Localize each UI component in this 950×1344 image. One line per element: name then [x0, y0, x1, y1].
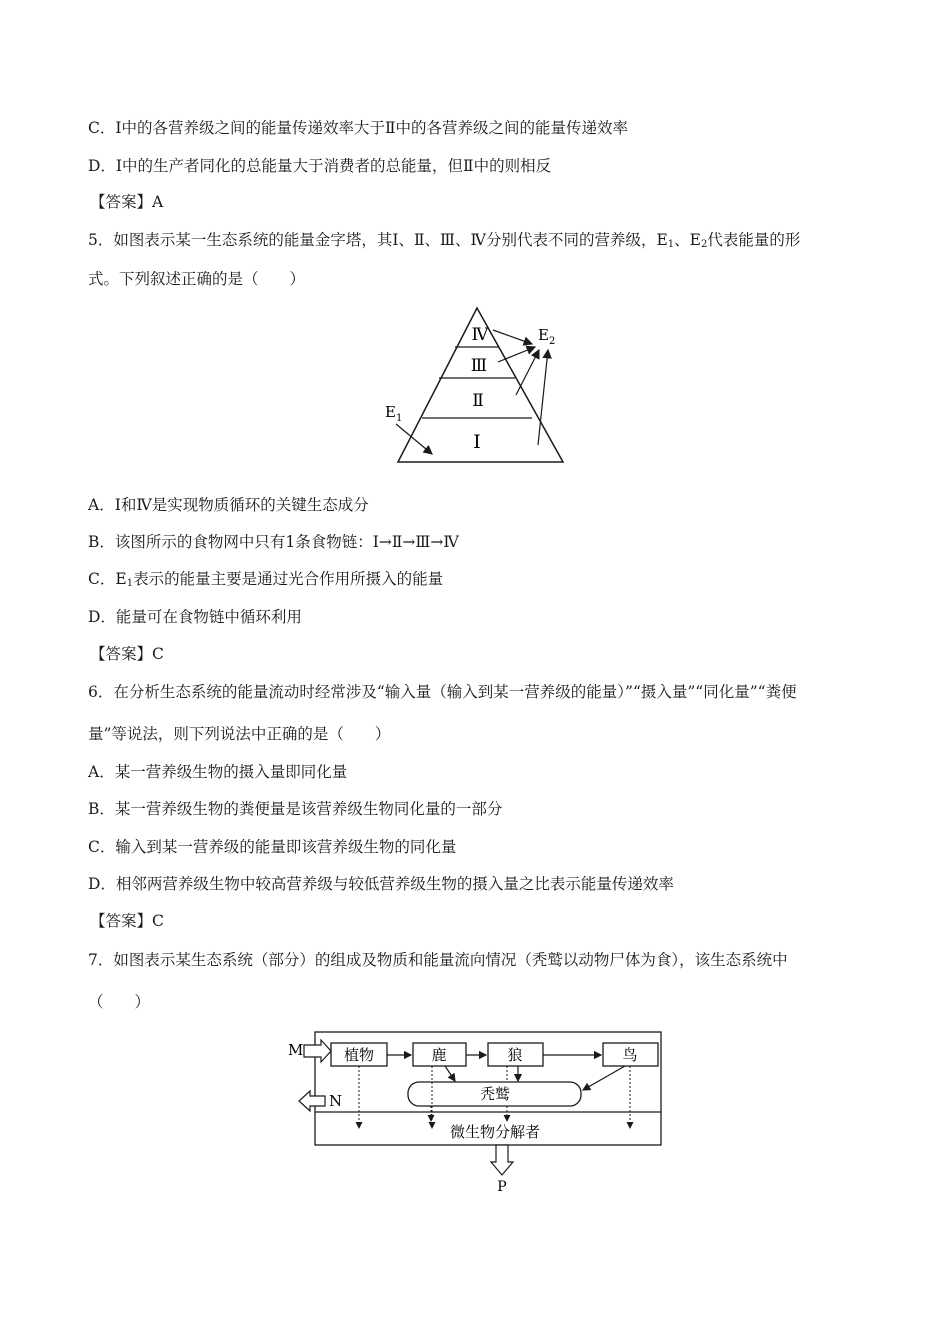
q7-stem-line1: 7．如图表示某生态系统（部分）的组成及物质和能量流向情况（秃鹫以动物尸体为食），该生态系统中	[88, 951, 788, 969]
q5-option-c	[88, 569, 443, 594]
label-vulture: 秃鹫	[479, 1085, 511, 1103]
arrow-bird-vulture	[583, 1066, 625, 1090]
arrow-level4	[493, 330, 532, 344]
q5-option-c-text-b: 表示的能量主要是通过光合作用所摄入的能量	[133, 570, 444, 588]
output-arrow-n	[299, 1091, 325, 1111]
ecosystem-flow-figure	[285, 1025, 670, 1195]
q4-answer: 【答案】A	[90, 193, 164, 211]
energy-pyramid-svg	[380, 300, 580, 470]
q5-option-d: D．能量可在食物链中循环利用	[88, 608, 302, 626]
q6-option-c: C．输入到某一营养级的能量即该营养级生物的同化量	[88, 838, 457, 856]
q5-option-b: B．该图所示的食物网中只有1条食物链：Ⅰ→Ⅱ→Ⅲ→Ⅳ	[88, 533, 459, 551]
pyramid-level-1: Ⅰ	[473, 431, 481, 453]
label-e1: $E_1$	[385, 403, 403, 424]
q5-stem-text-b: 、E	[674, 231, 701, 249]
q5-stem-sub2: 2	[700, 239, 708, 250]
label-decomposer: 微生物分解者	[449, 1123, 541, 1141]
label-m: M	[288, 1041, 304, 1059]
q4-option-d: D．Ⅰ中的生产者同化的总能量大于消费者的总能量，但Ⅱ中的则相反	[88, 157, 552, 175]
q5-option-c-sub: 1	[126, 578, 134, 589]
label-e2: $E_2$	[538, 326, 556, 347]
pyramid-level-4: Ⅳ	[471, 325, 489, 345]
arrow-level1	[538, 350, 548, 445]
label-wolf: 狼	[507, 1046, 523, 1064]
output-arrow-p	[491, 1145, 513, 1175]
pyramid-level-2: Ⅱ	[472, 391, 484, 411]
q7-stem-line2: （ ）	[88, 993, 151, 1011]
q4-option-c: C．Ⅰ中的各营养级之间的能量传递效率大于Ⅱ中的各营养级之间的能量传递效率	[88, 119, 629, 137]
arrow-deer-vulture	[445, 1066, 455, 1081]
q5-stem-text-c: 代表能量的形	[707, 231, 801, 249]
ecosystem-flow-svg	[285, 1025, 670, 1195]
q5-option-a: A．Ⅰ和Ⅳ是实现物质循环的关键生态成分	[88, 496, 369, 514]
arrow-e1	[396, 424, 432, 454]
q5-option-c-text-a: C．E	[88, 570, 127, 588]
arrow-level2	[516, 350, 539, 395]
label-plant: 植物	[343, 1046, 375, 1064]
label-n: N	[329, 1092, 343, 1110]
label-p: P	[497, 1179, 507, 1195]
pyramid-level-3: Ⅲ	[470, 356, 488, 376]
q6-answer: 【答案】C	[90, 912, 164, 930]
q5-stem-text-a: 5．如图表示某一生态系统的能量金字塔，其Ⅰ、Ⅱ、Ⅲ、Ⅳ分别代表不同的营养级，E	[88, 231, 668, 249]
q6-stem-line2: 量”等说法，则下列说法中正确的是（ ）	[88, 725, 391, 743]
label-deer: 鹿	[431, 1046, 447, 1064]
q5-answer: 【答案】C	[90, 645, 164, 663]
q5-stem-sub1: 1	[667, 239, 675, 250]
energy-pyramid-figure	[380, 300, 580, 470]
input-arrow-m	[304, 1040, 331, 1062]
q5-stem-line1	[88, 230, 800, 255]
q6-stem-line1: 6．在分析生态系统的能量流动时经常涉及“输入量（输入到某一营养级的能量）”“摄入量”“同化量”“粪便	[88, 683, 797, 701]
label-bird: 鸟	[622, 1046, 638, 1064]
q6-option-b: B．某一营养级生物的粪便量是该营养级生物同化量的一部分	[88, 800, 503, 818]
q6-option-a: A．某一营养级生物的摄入量即同化量	[88, 763, 348, 781]
q5-stem-line2: 式。下列叙述正确的是（ ）	[88, 270, 306, 288]
q6-option-d: D．相邻两营养级生物中较高营养级与较低营养级生物的摄入量之比表示能量传递效率	[88, 875, 674, 893]
